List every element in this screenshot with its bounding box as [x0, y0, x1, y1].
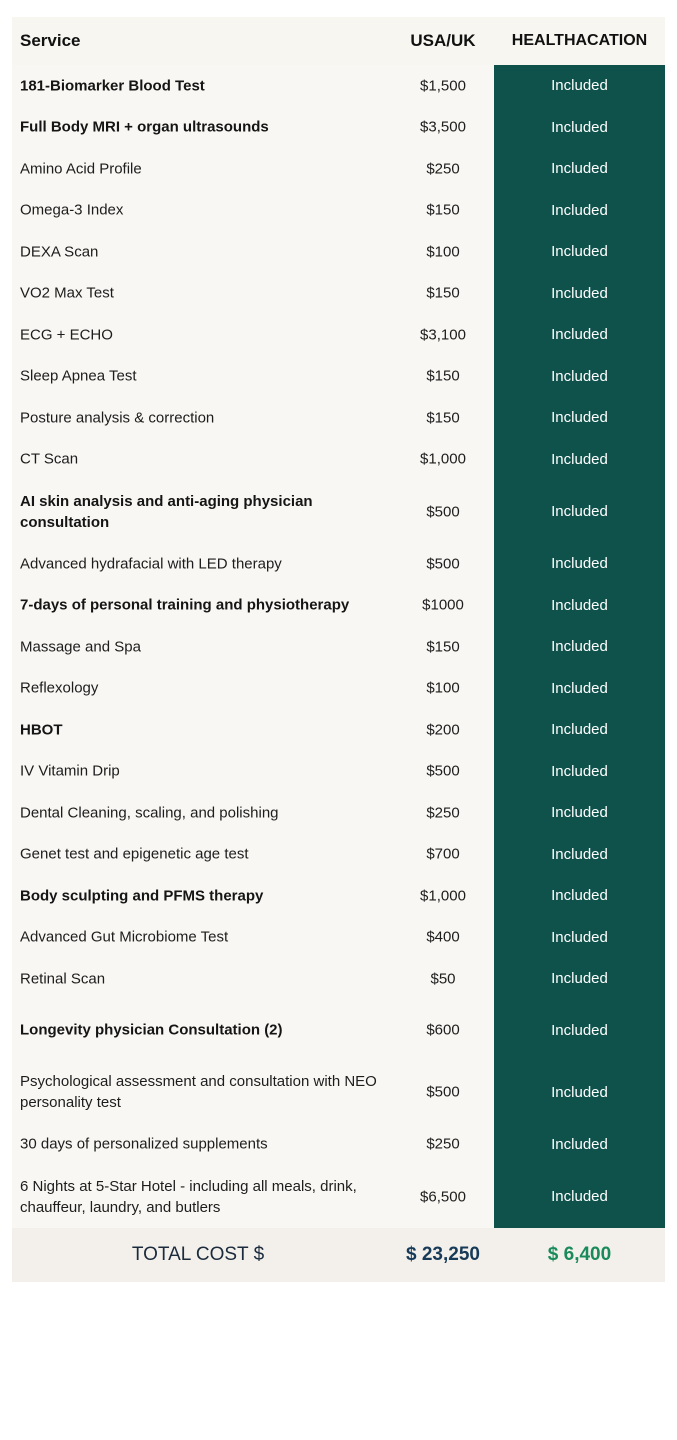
table-row — [12, 1123, 665, 1165]
usa-uk-price: $1,000 — [420, 887, 466, 904]
table-row — [12, 272, 665, 314]
service-name: Genet test and epigenetic age test — [20, 845, 249, 863]
service-name: Longevity physician Consultation (2) — [20, 1021, 283, 1039]
usa-uk-price: $200 — [426, 721, 460, 738]
service-name: Omega-3 Index — [20, 201, 124, 219]
usa-uk-price: $100 — [426, 679, 460, 697]
healthacation-included: Included — [494, 1123, 665, 1165]
healthacation-included: Included — [494, 231, 665, 272]
healthacation-included: Included — [494, 543, 665, 584]
service-name: HBOT — [20, 721, 63, 738]
table-row — [12, 916, 665, 958]
usa-uk-price: $250 — [426, 160, 460, 177]
total-label: TOTAL COST $ — [131, 1244, 265, 1265]
healthacation-included: Included — [494, 148, 665, 189]
service-name: Dental Cleaning, scaling, and polishing — [20, 804, 279, 821]
usa-uk-price: $500 — [426, 503, 460, 520]
table-row — [12, 355, 665, 397]
usa-uk-price: $1000 — [422, 596, 464, 614]
healthacation-included: Included — [494, 833, 665, 875]
table-row — [12, 833, 665, 875]
service-name: VO2 Max Test — [20, 284, 114, 302]
header-healthacation: HEALTHACATION — [511, 32, 648, 49]
healthacation-included: Included — [494, 958, 665, 999]
table-body — [12, 65, 665, 1228]
table-row — [12, 314, 665, 355]
usa-uk-price: $700 — [426, 845, 460, 863]
usa-uk-price: $150 — [426, 201, 460, 219]
usa-uk-price: $250 — [426, 1135, 460, 1153]
healthacation-included: Included — [494, 1165, 665, 1228]
service-name: 181-Biomarker Blood Test — [20, 77, 205, 94]
healthacation-included: Included — [494, 355, 665, 397]
usa-uk-price: $1,500 — [420, 77, 466, 94]
total-row — [12, 1228, 665, 1282]
service-name: ECG + ECHO — [20, 326, 113, 343]
table-row — [12, 438, 665, 480]
table-row — [12, 792, 665, 833]
usa-uk-price: $400 — [426, 928, 460, 946]
usa-uk-price: $50 — [430, 970, 456, 987]
table-row — [12, 667, 665, 709]
healthacation-included: Included — [494, 65, 665, 106]
service-name: 6 Nights at 5-Star Hotel - including all meals, drink, chauffeur, laundry, and butlers — [20, 1177, 357, 1216]
table-row — [12, 480, 665, 543]
table-row — [12, 397, 665, 438]
healthacation-included: Included — [494, 875, 665, 916]
price-comparison-table — [12, 17, 665, 1282]
usa-uk-price: $150 — [426, 638, 460, 655]
usa-uk-price: $500 — [426, 1083, 460, 1101]
table-row — [12, 543, 665, 584]
service-name: Retinal Scan — [20, 970, 106, 987]
healthacation-included: Included — [494, 709, 665, 750]
total-usa: $ 23,250 — [406, 1244, 480, 1265]
service-name: Advanced Gut Microbiome Test — [20, 928, 229, 946]
usa-uk-price: $150 — [426, 284, 460, 302]
service-name: Amino Acid Profile — [20, 160, 142, 177]
table-row — [12, 189, 665, 231]
service-name: Reflexology — [20, 679, 99, 697]
service-name: Sleep Apnea Test — [20, 367, 137, 385]
usa-uk-price: $150 — [426, 367, 460, 385]
table-row — [12, 750, 665, 792]
healthacation-included: Included — [494, 438, 665, 480]
table-row — [12, 999, 665, 1061]
usa-uk-price: $600 — [426, 1021, 460, 1039]
service-name: CT Scan — [20, 450, 79, 468]
service-name: DEXA Scan — [20, 243, 99, 260]
service-name: Psychological assessment and consultation with NEO personality test — [20, 1073, 377, 1111]
healthacation-included: Included — [494, 1061, 665, 1123]
usa-uk-price: $3,100 — [420, 326, 466, 343]
table-row — [12, 709, 665, 750]
service-name: Body sculpting and PFMS therapy — [20, 887, 264, 904]
healthacation-included: Included — [494, 667, 665, 709]
table-row — [12, 958, 665, 999]
table-row — [12, 148, 665, 189]
healthacation-included: Included — [494, 189, 665, 231]
table-row — [12, 875, 665, 916]
table-row — [12, 584, 665, 626]
healthacation-included: Included — [494, 750, 665, 792]
usa-uk-price: $150 — [426, 409, 460, 426]
healthacation-included: Included — [494, 397, 665, 438]
healthacation-included: Included — [494, 106, 665, 148]
table-row — [12, 1165, 665, 1228]
healthacation-included: Included — [494, 584, 665, 626]
table-row — [12, 106, 665, 148]
usa-uk-price: $1,000 — [420, 450, 466, 468]
usa-uk-price: $100 — [426, 243, 460, 260]
table-row — [12, 626, 665, 667]
usa-uk-price: $500 — [426, 762, 460, 780]
service-name: Posture analysis & correction — [20, 409, 215, 426]
service-name: Advanced hydrafacial with LED therapy — [20, 555, 282, 572]
table-row — [12, 65, 665, 106]
service-name: Full Body MRI + organ ultrasounds — [20, 118, 269, 136]
table-row — [12, 231, 665, 272]
service-name: 7-days of personal training and physiotherapy — [20, 596, 350, 614]
header-usa-uk: USA/UK — [410, 31, 476, 50]
healthacation-included: Included — [494, 626, 665, 667]
usa-uk-price: $3,500 — [420, 118, 466, 136]
healthacation-included: Included — [494, 916, 665, 958]
healthacation-included: Included — [494, 314, 665, 355]
table-header — [12, 17, 665, 65]
service-name: AI skin analysis and anti-aging physician consultation — [20, 492, 313, 531]
total-healthacation: $ 6,400 — [547, 1244, 612, 1265]
healthacation-included: Included — [494, 480, 665, 543]
service-name: IV Vitamin Drip — [20, 762, 120, 780]
usa-uk-price: $500 — [426, 555, 460, 572]
healthacation-included: Included — [494, 792, 665, 833]
service-name: 30 days of personalized supplements — [20, 1135, 268, 1153]
usa-uk-price: $6,500 — [420, 1188, 466, 1205]
header-service: Service — [20, 31, 81, 50]
table-row — [12, 1061, 665, 1123]
healthacation-included: Included — [494, 999, 665, 1061]
service-name: Massage and Spa — [20, 638, 141, 655]
healthacation-included: Included — [494, 272, 665, 314]
usa-uk-price: $250 — [426, 804, 460, 821]
